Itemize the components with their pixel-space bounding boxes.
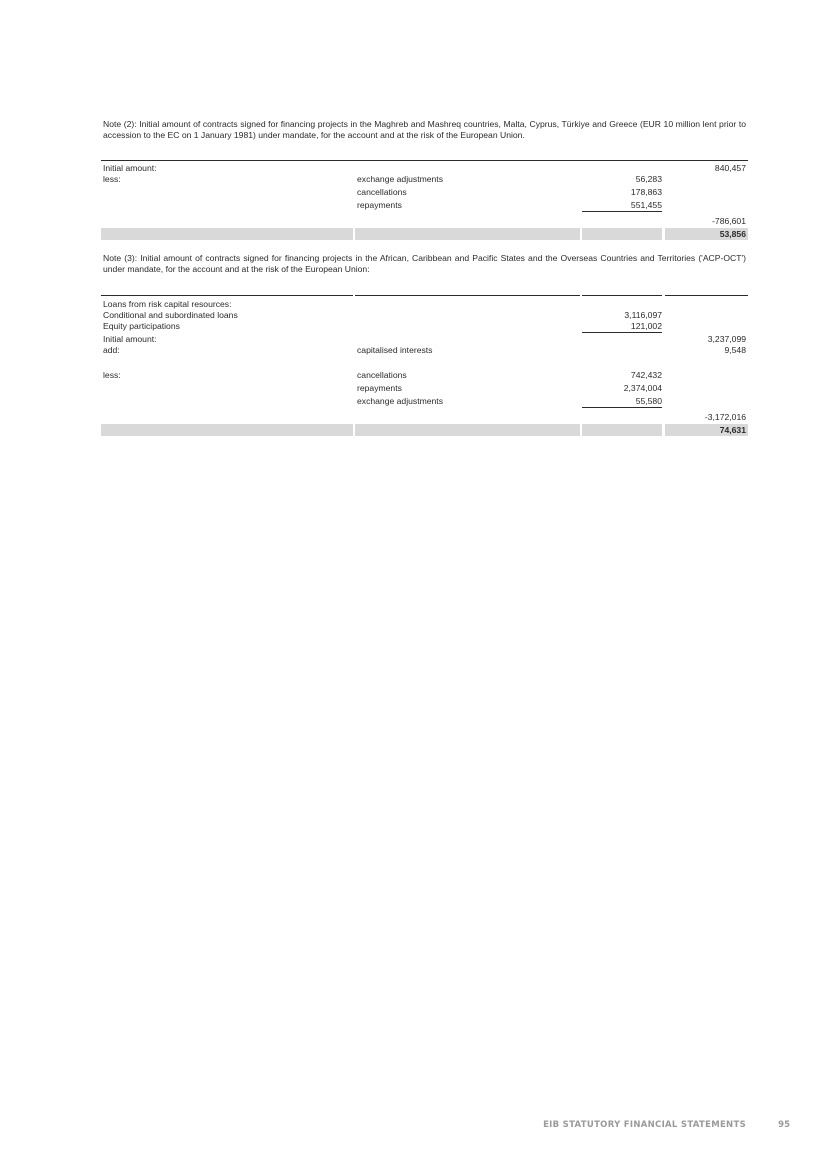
total-row (101, 228, 748, 241)
table-top-rule (665, 295, 748, 296)
item-value: 742,432 (630, 370, 662, 380)
initial-amount-label: Initial amount: (103, 163, 157, 173)
section-heading: Loans from risk capital resources: (103, 299, 232, 309)
item-value: 178,863 (630, 187, 662, 197)
item-value: 55,580 (582, 396, 662, 408)
table-row (101, 309, 748, 320)
item-label: exchange adjustments (357, 396, 443, 406)
table-top-rule (101, 160, 748, 161)
table-row (101, 320, 748, 331)
table-row (101, 199, 748, 212)
row-label: Equity participations (103, 321, 180, 331)
table-note-2 (101, 160, 748, 241)
total-band (355, 228, 580, 240)
page-number: 95 (778, 1120, 790, 1130)
total-value: 53,856 (719, 229, 746, 239)
table-top-rule (355, 295, 580, 296)
add-item-label: capitalised interests (357, 345, 433, 355)
footer-title: EIB STATUTORY FINANCIAL STATEMENTS (543, 1120, 746, 1130)
table-row (101, 333, 748, 344)
less-label: less: (103, 174, 121, 184)
table-row (101, 369, 748, 382)
item-value: 56,283 (635, 174, 662, 184)
total-value: 74,631 (719, 425, 746, 435)
table-row (101, 395, 748, 408)
table-row (101, 344, 748, 355)
less-label: less: (103, 370, 121, 380)
table-row (101, 215, 748, 228)
row-label: Conditional and subordinated loans (103, 310, 238, 320)
table-top-rule (582, 295, 662, 296)
item-label: exchange adjustments (357, 174, 443, 184)
initial-amount-value: 3,237,099 (707, 334, 746, 344)
table-note-3 (101, 295, 748, 437)
total-band (355, 424, 580, 436)
item-value: 551,455 (582, 200, 662, 212)
total-band (582, 228, 662, 240)
add-item-value: 9,548 (724, 345, 746, 355)
total-band (582, 424, 662, 436)
table-row (101, 298, 748, 309)
initial-amount-label: Initial amount: (103, 334, 157, 344)
initial-amount-value: 840,457 (714, 163, 746, 173)
table-top-rule (101, 295, 353, 296)
subtotal-value: -786,601 (712, 216, 746, 226)
table-row (101, 382, 748, 395)
item-label: cancellations (357, 370, 407, 380)
row-value: 3,116,097 (624, 310, 662, 320)
item-label: repayments (357, 383, 402, 393)
table-row (101, 186, 748, 199)
table-row (101, 411, 748, 424)
item-value: 2,374,004 (623, 383, 662, 393)
item-label: repayments (357, 200, 402, 210)
add-label: add: (103, 345, 120, 355)
item-label: cancellations (357, 187, 407, 197)
note-3-text: Note (3): Initial amount of contracts signed for financing projects in the African, Caribbean and Pacific States and the Overseas Countries and Territories ('ACP-OCT') under mandate, for the account and at the risk of the European Union: (103, 253, 746, 274)
row-value: 121,002 (582, 321, 662, 333)
subtotal-value: -3,172,016 (704, 412, 746, 422)
note-2-text: Note (2): Initial amount of contracts signed for financing projects in the Maghreb and Mashreq countries, Malta, Cyprus, Türkiye and Greece (EUR 10 million lent prior to accession to the EC on 1 January 1981) under mandate, for the account and at the risk of the European Union. (103, 119, 746, 140)
table-row (101, 173, 748, 186)
table-row (101, 162, 748, 173)
total-row (101, 424, 748, 437)
total-band (101, 228, 353, 240)
total-band (101, 424, 353, 436)
